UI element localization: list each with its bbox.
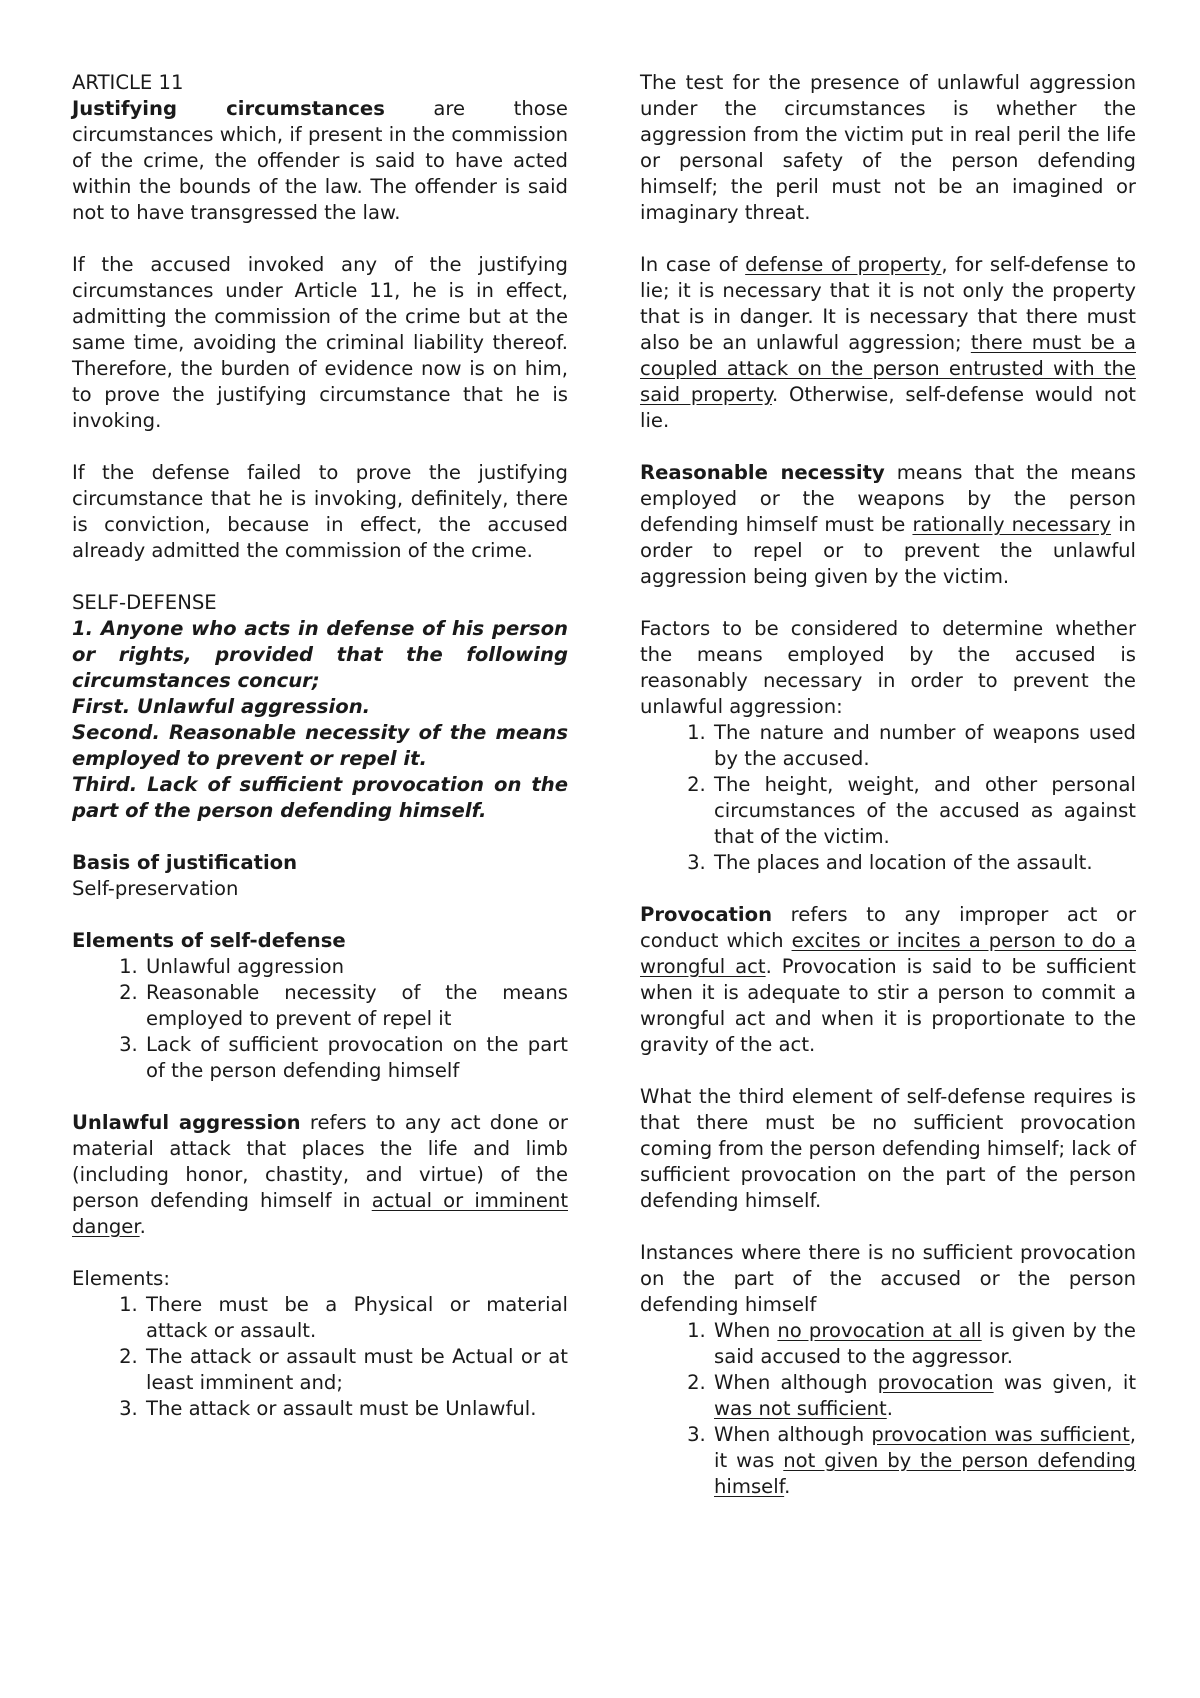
justifying-term: Justifying circumstances <box>72 97 385 120</box>
self-defense-heading: SELF-DEFENSE <box>72 591 217 614</box>
reasonable-term: Reasonable necessity <box>640 461 885 484</box>
instance-underlined: not given by the person defending himself <box>714 1449 1136 1498</box>
failed-paragraph: If the defense failed to prove the justifying circumstance that he is invoking, definitely, there is conviction, because in effect, the accused already admitted the commission of the crime. <box>72 461 568 562</box>
property-text-1: In case of <box>640 253 746 276</box>
instance-text: was given, it <box>993 1371 1136 1394</box>
left-column <box>72 70 568 1698</box>
list-item: 3. Lack of sufficient provocation on the part of the person defending himself <box>144 1032 568 1084</box>
basis-heading: Basis of justification <box>72 851 298 874</box>
list-item <box>712 1422 1136 1500</box>
property-paragraph <box>640 252 1136 434</box>
self-defense-second: Second. Reasonable necessity of the means employed to prevent or repel it. <box>72 721 568 770</box>
justifying-text: are those circumstances which, if present in the commission of the crime, the offender is said to have acted within the bounds of the law. The offender is said not to have transgressed the law. <box>72 97 568 224</box>
list-item: 2. The height, weight, and other personal circumstances of the accused as against that of the victim. <box>712 772 1136 850</box>
instance-underlined: provocation was sufficient <box>871 1423 1130 1446</box>
instance-underlined: provocation <box>877 1371 994 1394</box>
self-defense-line1: 1. Anyone who acts in defense of his person or rights, provided that the following circumstances concur; <box>72 617 568 692</box>
provocation-paragraph <box>640 902 1136 1058</box>
property-underlined-1: defense of property <box>745 253 942 276</box>
list-item: 1. The nature and number of weapons used by the accused. <box>712 720 1136 772</box>
reasonable-text-2: in order to repel or to prevent the unlawful aggression being given by the victim. <box>640 513 1136 588</box>
instance-text: When <box>714 1319 778 1342</box>
instance-underlined: was not sufficient <box>714 1397 887 1420</box>
self-defense-first: First. Unlawful aggression. <box>72 695 371 718</box>
instance-text: When although <box>714 1423 872 1446</box>
unlawful-aggression-paragraph <box>72 1110 568 1240</box>
factors-list <box>640 720 1136 876</box>
list-item: 1. Unlawful aggression <box>144 954 568 980</box>
instance-text: , it was <box>714 1423 1136 1472</box>
elements-list <box>72 1292 568 1422</box>
list-item: 3. The attack or assault must be Unlawful. <box>144 1396 568 1422</box>
instances-list <box>640 1318 1136 1500</box>
self-defense-third: Third. Lack of sufficient provocation on the part of the person defending himself. <box>72 773 568 822</box>
invoked-paragraph: If the accused invoked any of the justifying circumstances under Article 11, he is in effect, admitting the commission of the crime but at the same time, avoiding the criminal liability thereof. Therefore, the burden of evidence now is on him, to prove the justifying circumstance that he is invoking. <box>72 253 568 432</box>
list-item: 3. The places and location of the assault. <box>712 850 1136 876</box>
elements-self-defense-heading: Elements of self-defense <box>72 929 346 952</box>
basis-text: Self-preservation <box>72 877 239 900</box>
elements-self-defense-list <box>72 954 568 1084</box>
provocation-text-1: refers to any improper act or conduct which <box>640 903 1136 952</box>
list-item: 2. Reasonable necessity of the means employed to prevent of repel it <box>144 980 568 1032</box>
third-element-paragraph: What the third element of self-defense requires is that there must be no sufficient provocation coming from the person defending himself; lack of sufficient provocation on the part of the person defending himself. <box>640 1085 1136 1212</box>
instance-text: . <box>784 1475 791 1498</box>
property-text-3: . Otherwise, self-defense would not lie. <box>640 383 1136 432</box>
test-paragraph: The test for the presence of unlawful aggression under the circumstances is whether the aggression from the victim put in real peril the life or personal safety of the person defending himself; the peril must not be an imagined or imaginary threat. <box>640 71 1136 224</box>
instance-underlined: no provocation at all <box>777 1319 982 1342</box>
instance-text: is given by the said accused to the aggressor. <box>714 1319 1136 1368</box>
right-column <box>640 70 1136 1698</box>
unlawful-aggression-text: refers to any act done or material attack that places the life and limb (including honor, chastity, and virtue) of the person defending himself in <box>72 1111 568 1212</box>
elements-heading: Elements: <box>72 1267 170 1290</box>
property-underlined-2: there must be a coupled attack on the person entrusted with the said property <box>640 331 1136 406</box>
list-item: 1. There must be a Physical or material attack or assault. <box>144 1292 568 1344</box>
instance-text: . <box>886 1397 893 1420</box>
reasonable-paragraph <box>640 460 1136 590</box>
list-item: 2. The attack or assault must be Actual or at least imminent and; <box>144 1344 568 1396</box>
instances-intro: Instances where there is no sufficient provocation on the part of the accused or the person defending himself <box>640 1241 1136 1316</box>
reasonable-underlined: rationally necessary <box>912 513 1112 536</box>
property-text-2: , for self-defense to lie; it is necessary that it is not only the property that is in danger. It is necessary that there must also be an unlawful aggression; <box>640 253 1136 354</box>
justifying-paragraph <box>72 96 568 226</box>
list-item <box>712 1370 1136 1422</box>
instance-text: When although <box>714 1371 878 1394</box>
factors-intro: Factors to be considered to determine whether the means employed by the accused is reasonably necessary in order to prevent the unlawful aggression: <box>640 617 1136 718</box>
reasonable-text-1: means that the means employed or the weapons by the person defending himself must be <box>640 461 1136 536</box>
unlawful-aggression-term: Unlawful aggression <box>72 1111 301 1134</box>
article-title: ARTICLE 11 <box>72 71 184 94</box>
provocation-underlined: excites or incites a person to do a wrongful act <box>640 929 1136 978</box>
unlawful-aggression-end: . <box>139 1215 146 1238</box>
unlawful-aggression-underlined: actual or imminent danger <box>72 1189 568 1238</box>
provocation-term: Provocation <box>640 903 773 926</box>
provocation-text-2: . Provocation is said to be sufficient when it is adequate to stir a person to commit a wrongful act and when it is proportionate to the gravity of the act. <box>640 955 1136 1056</box>
list-item <box>712 1318 1136 1370</box>
